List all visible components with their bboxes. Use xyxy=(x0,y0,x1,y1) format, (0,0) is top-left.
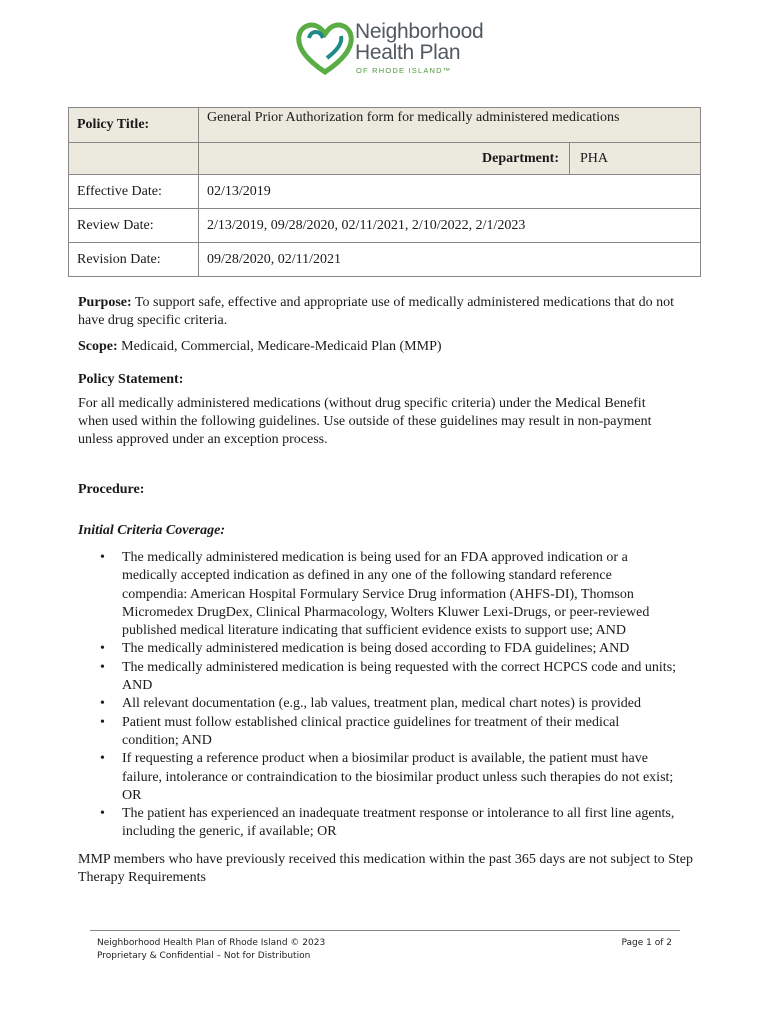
department-row xyxy=(69,143,701,175)
heart-logo-icon xyxy=(295,18,355,78)
initial-criteria-heading: Initial Criteria Coverage: xyxy=(78,523,225,538)
list-item: • All relevant documentation (e.g., lab values, treatment plan, medical chart notes) is provided xyxy=(78,695,678,713)
effective-date-row xyxy=(69,175,701,209)
review-date-value: 2/13/2019, 09/28/2020, 02/11/2021, 2/10/2022, 2/1/2023 xyxy=(199,209,701,243)
policy-statement-heading: Policy Statement: xyxy=(78,372,184,387)
footer-copyright: Neighborhood Health Plan of Rhode Island © 2023 xyxy=(97,938,326,948)
policy-info-table xyxy=(68,107,701,277)
procedure-heading: Procedure: xyxy=(78,482,145,497)
revision-date-row xyxy=(69,243,701,277)
mmp-note: MMP members who have previously received this medication within the past 365 days are not subject to Step Therapy Requirements xyxy=(78,852,693,885)
revision-date-label: Revision Date: xyxy=(69,243,199,277)
department-cell xyxy=(199,143,701,175)
list-item: • The medically administered medication is being dosed according to FDA guidelines; AND xyxy=(78,640,678,658)
scope-text: Medicaid, Commercial, Medicare-Medicaid Plan (MMP) xyxy=(117,339,442,354)
department-empty-cell xyxy=(69,143,199,175)
page-number: Page 1 of 2 xyxy=(621,938,672,948)
criteria-list xyxy=(78,549,678,842)
organization-logo xyxy=(295,18,485,78)
revision-date-value: 09/28/2020, 02/11/2021 xyxy=(199,243,701,277)
list-item: • The patient has experienced an inadequate treatment response or intolerance to all first line agents, including the generic, if available; OR xyxy=(78,805,678,842)
policy-title-label: Policy Title: xyxy=(69,108,199,143)
list-item: • The medically administered medication is being used for an FDA approved indication or a medically accepted indication as defined in any one of the following standard reference compendia: American Hospital Formulary Service Drug information (AHFS-DI), Thomson Micromedex DrugDex, Clinical Pharmacology, Wolters Kluwer Lexi-Drugs, or peer-reviewed published medical literature indicating that sufficient evidence exists to support use; AND xyxy=(78,549,678,640)
purpose-text: To support safe, effective and appropriate use of medically administered medications that do not have drug specific criteria. xyxy=(78,295,675,328)
effective-date-value: 02/13/2019 xyxy=(199,175,701,209)
review-date-row xyxy=(69,209,701,243)
effective-date-label: Effective Date: xyxy=(69,175,199,209)
policy-title-row xyxy=(69,108,701,143)
footer-confidential: Proprietary & Confidential – Not for Distribution xyxy=(97,951,311,961)
policy-title-value: General Prior Authorization form for medically administered medications xyxy=(199,108,701,143)
logo-text-line2: Health Plan xyxy=(355,41,461,64)
review-date-label: Review Date: xyxy=(69,209,199,243)
department-label: Department: xyxy=(482,143,570,174)
footer-left xyxy=(97,937,325,963)
policy-statement-text: For all medically administered medications (without drug specific criteria) under the Medical Benefit when used within the following guidelines. Use outside of these guidelines may result in non-payment unless approved under an exception process. xyxy=(78,396,652,447)
logo-text-line1: Neighborhood xyxy=(355,20,484,43)
scope-label: Scope: xyxy=(78,339,118,354)
scope-paragraph xyxy=(78,338,698,356)
purpose-paragraph xyxy=(78,294,698,330)
list-item: • The medically administered medication is being requested with the correct HCPCS code and units; AND xyxy=(78,659,678,696)
department-value: PHA xyxy=(580,150,609,166)
list-item: • Patient must follow established clinical practice guidelines for treatment of their medical condition; AND xyxy=(78,714,678,751)
logo-subtitle: OF RHODE ISLAND™ xyxy=(356,66,452,75)
purpose-label: Purpose: xyxy=(78,295,132,310)
footer-divider xyxy=(90,930,680,931)
list-item: • If requesting a reference product when a biosimilar product is available, the patient must have failure, intolerance or contraindication to the biosimilar product unless such therapies do not exist; OR xyxy=(78,750,678,805)
